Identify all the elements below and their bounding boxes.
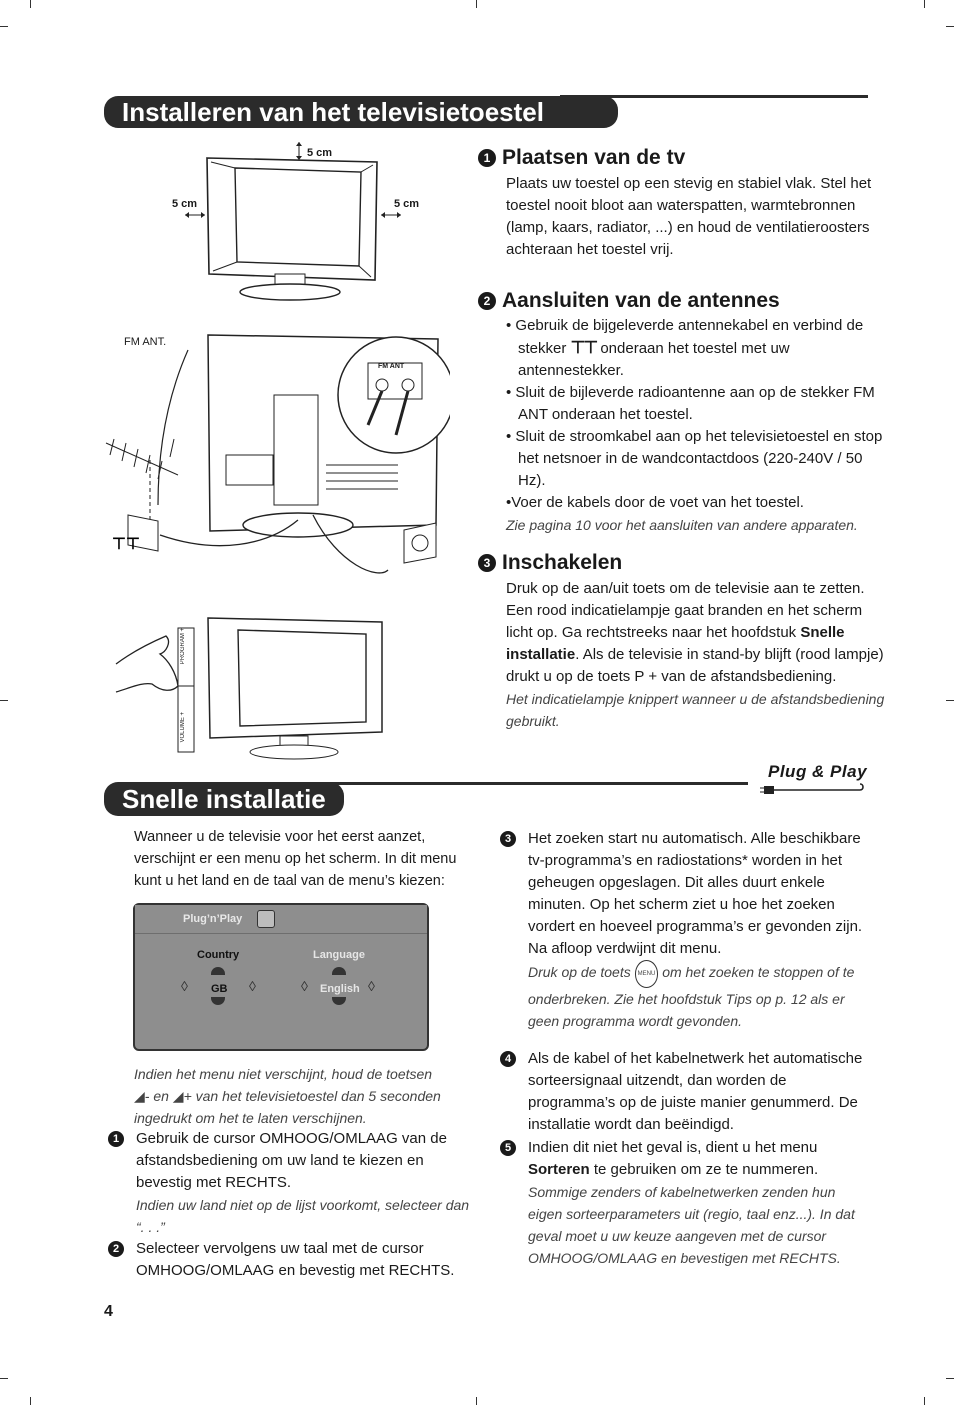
volume-icon: ◢ xyxy=(172,1088,184,1104)
crop-mark xyxy=(0,1378,8,1379)
heading-antennes xyxy=(478,289,780,313)
step-5 xyxy=(500,1137,870,1269)
plug-n-play-menu xyxy=(133,903,429,1051)
svg-text:⊤⊤: ⊤⊤ xyxy=(112,536,140,553)
crop-mark xyxy=(0,26,8,27)
paragraph-plaatsen: Plaats uw toestel op een stevig en stabiel vlak. Stel het toestel nooit bloot aan waterspatten, warmtebronnen (lamp, kaars, radiator, ...) en houd de ventilatieroosters achteraan het toestel vrij. xyxy=(506,175,872,258)
plug-and-play-logo: Plug & Play xyxy=(768,762,868,781)
step-note xyxy=(528,960,870,1032)
text: Druk op de toets xyxy=(528,964,631,980)
note-menu-missing xyxy=(134,1063,474,1129)
crop-mark xyxy=(30,0,31,8)
crop-mark xyxy=(924,1397,925,1405)
heading-text: Aansluiten van de antennes xyxy=(502,289,780,312)
heading-inschakelen xyxy=(478,551,622,575)
country-down-arrow-icon[interactable] xyxy=(211,997,225,1005)
bullet-item xyxy=(506,315,888,382)
step-number: 4 xyxy=(500,1051,516,1067)
text: om het zoeken te stoppen of te onderbreken. Zie het hoofdstuk Tips op p. 12 als er geen programma wordt gevonden. xyxy=(528,964,855,1029)
language-down-arrow-icon[interactable] xyxy=(332,997,346,1005)
plug-icon xyxy=(760,782,865,798)
text: - en xyxy=(144,1088,169,1104)
step-text: Selecteer vervolgens uw taal met de cursor OMHOOG/OMLAAG en bevestig met RECHTS. xyxy=(136,1240,455,1279)
text: . Als de televisie in stand-by blijft (rood lampje) drukt u op de toets P + van de afstandsbediening. xyxy=(506,646,884,685)
crop-mark xyxy=(924,0,925,8)
step-text: te gebruiken om ze te nummeren. xyxy=(593,1161,819,1178)
antenna-plug-icon: ⊤⊤ xyxy=(570,338,597,357)
crop-mark xyxy=(946,700,954,701)
side-volume-label: VOLUME + xyxy=(180,712,186,743)
socket-fm-label: FM ANT xyxy=(378,363,405,370)
note-other-devices: Zie pagina 10 voor het aansluiten van andere apparaten. xyxy=(506,517,858,533)
menu-title: Plug’n’Play xyxy=(183,913,243,925)
language-up-arrow-icon[interactable] xyxy=(332,967,346,975)
menu-header-bar xyxy=(135,905,427,934)
bullet-item: • Sluit de stroomkabel aan op het televisietoestel en stop het netsnoer in de wandcontactdoos (220-240V / 50 Hz). xyxy=(506,428,883,489)
clearance-right-label: 5 cm xyxy=(394,198,420,210)
fm-ant-label: FM ANT. xyxy=(124,336,167,348)
language-label[interactable]: Language xyxy=(313,949,365,961)
text: Druk op de aan/uit toets om de televisie aan te zetten. Een rood indicatielampje gaat branden en het scherm licht op. Ga rechtstreeks naar het hoofdstuk xyxy=(506,580,865,641)
step-text: Indien dit niet het geval is, dient u het menu xyxy=(528,1139,818,1156)
note-indicator: Het indicatielampje knippert wanneer u de afstandsbediening gebruikt. xyxy=(506,691,885,729)
heading-text: Inschakelen xyxy=(502,551,623,574)
side-program-label: PROGRAM + xyxy=(180,628,186,665)
step-note: Sommige zenders of kabelnetwerken zenden hun eigen sorteerparameters uit (regio, taal enz...). In dat geval moet u uw keuze aangeven met de cursor OMHOOG/OMLAAG en bevestigen met RECHTS. xyxy=(528,1184,855,1266)
section-title: Snelle installatie xyxy=(104,782,344,816)
step-text: Gebruik de cursor OMHOOG/OMLAAG van de afstandsbediening om uw land te kiezen en bevestig met RECHTS. xyxy=(136,1130,447,1191)
heading-plaatsen xyxy=(478,146,685,170)
step-number: 1 xyxy=(108,1131,124,1147)
section-rule xyxy=(300,782,748,785)
text: Indien het menu niet verschijnt, houd de toetsen xyxy=(134,1066,433,1082)
step-text: Als de kabel of het kabelnetwerk het automatische sorteersignaal uitzendt, dan worden de programma’s op de juiste manier genummerd. De installatie wordt dan beëindigd. xyxy=(528,1050,863,1133)
bullet-text: • Gebruik de bijgeleverde antennekabel en verbind de stekker xyxy=(506,317,864,357)
step-number: 1 xyxy=(478,149,496,167)
volume-icon: ◢ xyxy=(134,1088,145,1104)
step-4 xyxy=(500,1048,870,1136)
bullet-item: • Sluit de bijleverde radioantenne aan op de stekker FM ANT onderaan het toestel. xyxy=(506,384,875,423)
heading-text: Plaatsen van de tv xyxy=(502,146,686,169)
crop-mark xyxy=(946,1378,954,1379)
step-number: 3 xyxy=(478,554,496,572)
menu-reference: Sorteren xyxy=(528,1161,590,1178)
country-right-arrow-icon[interactable]: ◊ xyxy=(249,978,256,994)
menu-key-icon: MENU xyxy=(635,960,659,988)
paragraph-inschakelen xyxy=(506,578,886,732)
bullet-item: •Voer de kabels door de voet van het toestel. xyxy=(506,494,804,511)
country-left-arrow-icon[interactable]: ◊ xyxy=(181,978,188,994)
step-number: 3 xyxy=(500,831,516,847)
clearance-top-label: 5 cm xyxy=(307,147,333,159)
text: + van het televisietoestel dan 5 seconden ingedrukt om het te laten verschijnen. xyxy=(134,1088,441,1126)
section-title: Installeren van het televisietoestel xyxy=(104,96,618,128)
language-right-arrow-icon[interactable]: ◊ xyxy=(368,978,375,994)
step-number: 5 xyxy=(500,1140,516,1156)
antenna-bullets xyxy=(506,315,888,536)
crop-mark xyxy=(946,26,954,27)
tv-power-illustration xyxy=(112,612,390,764)
bullet-text: onderaan het toestel met uw antennestekker. xyxy=(518,340,790,379)
step-1 xyxy=(108,1128,474,1238)
tv-clearance-illustration xyxy=(165,140,430,305)
crop-mark xyxy=(476,1397,477,1405)
step-3 xyxy=(500,828,870,1032)
country-value[interactable]: GB xyxy=(211,983,228,995)
step-note: Indien uw land niet op de lijst voorkomt, selecteer dan “. . .” xyxy=(136,1197,470,1235)
crop-mark xyxy=(0,700,8,701)
country-up-arrow-icon[interactable] xyxy=(211,967,225,975)
clearance-left-label: 5 cm xyxy=(172,198,198,210)
step-number: 2 xyxy=(478,292,496,310)
country-label[interactable]: Country xyxy=(197,949,240,961)
chapter-reference: Snelle installatie xyxy=(506,624,845,663)
step-number: 2 xyxy=(108,1241,124,1257)
intro-paragraph: Wanneer u de televisie voor het eerst aanzet, verschijnt er een menu op het scherm. In dit menu kunt u het land en de taal van de menu’s kiezen: xyxy=(134,829,457,889)
language-left-arrow-icon[interactable]: ◊ xyxy=(301,978,308,994)
step-text: Het zoeken start nu automatisch. Alle beschikbare tv-programma’s en radiostations* worden in het geheugen opgeslagen. Dit alles duurt enkele minuten. Op het scherm ziet u hoe het zoeken vordert en hoeveel programma’s er gevonden zijn. Na afloop verdwijnt dit menu. xyxy=(528,830,863,957)
plug-n-play-icon xyxy=(257,910,275,928)
page-number: 4 xyxy=(104,1303,113,1320)
crop-mark xyxy=(30,1397,31,1405)
step-2 xyxy=(108,1238,474,1282)
crop-mark xyxy=(476,0,477,8)
language-value[interactable]: English xyxy=(320,983,360,995)
